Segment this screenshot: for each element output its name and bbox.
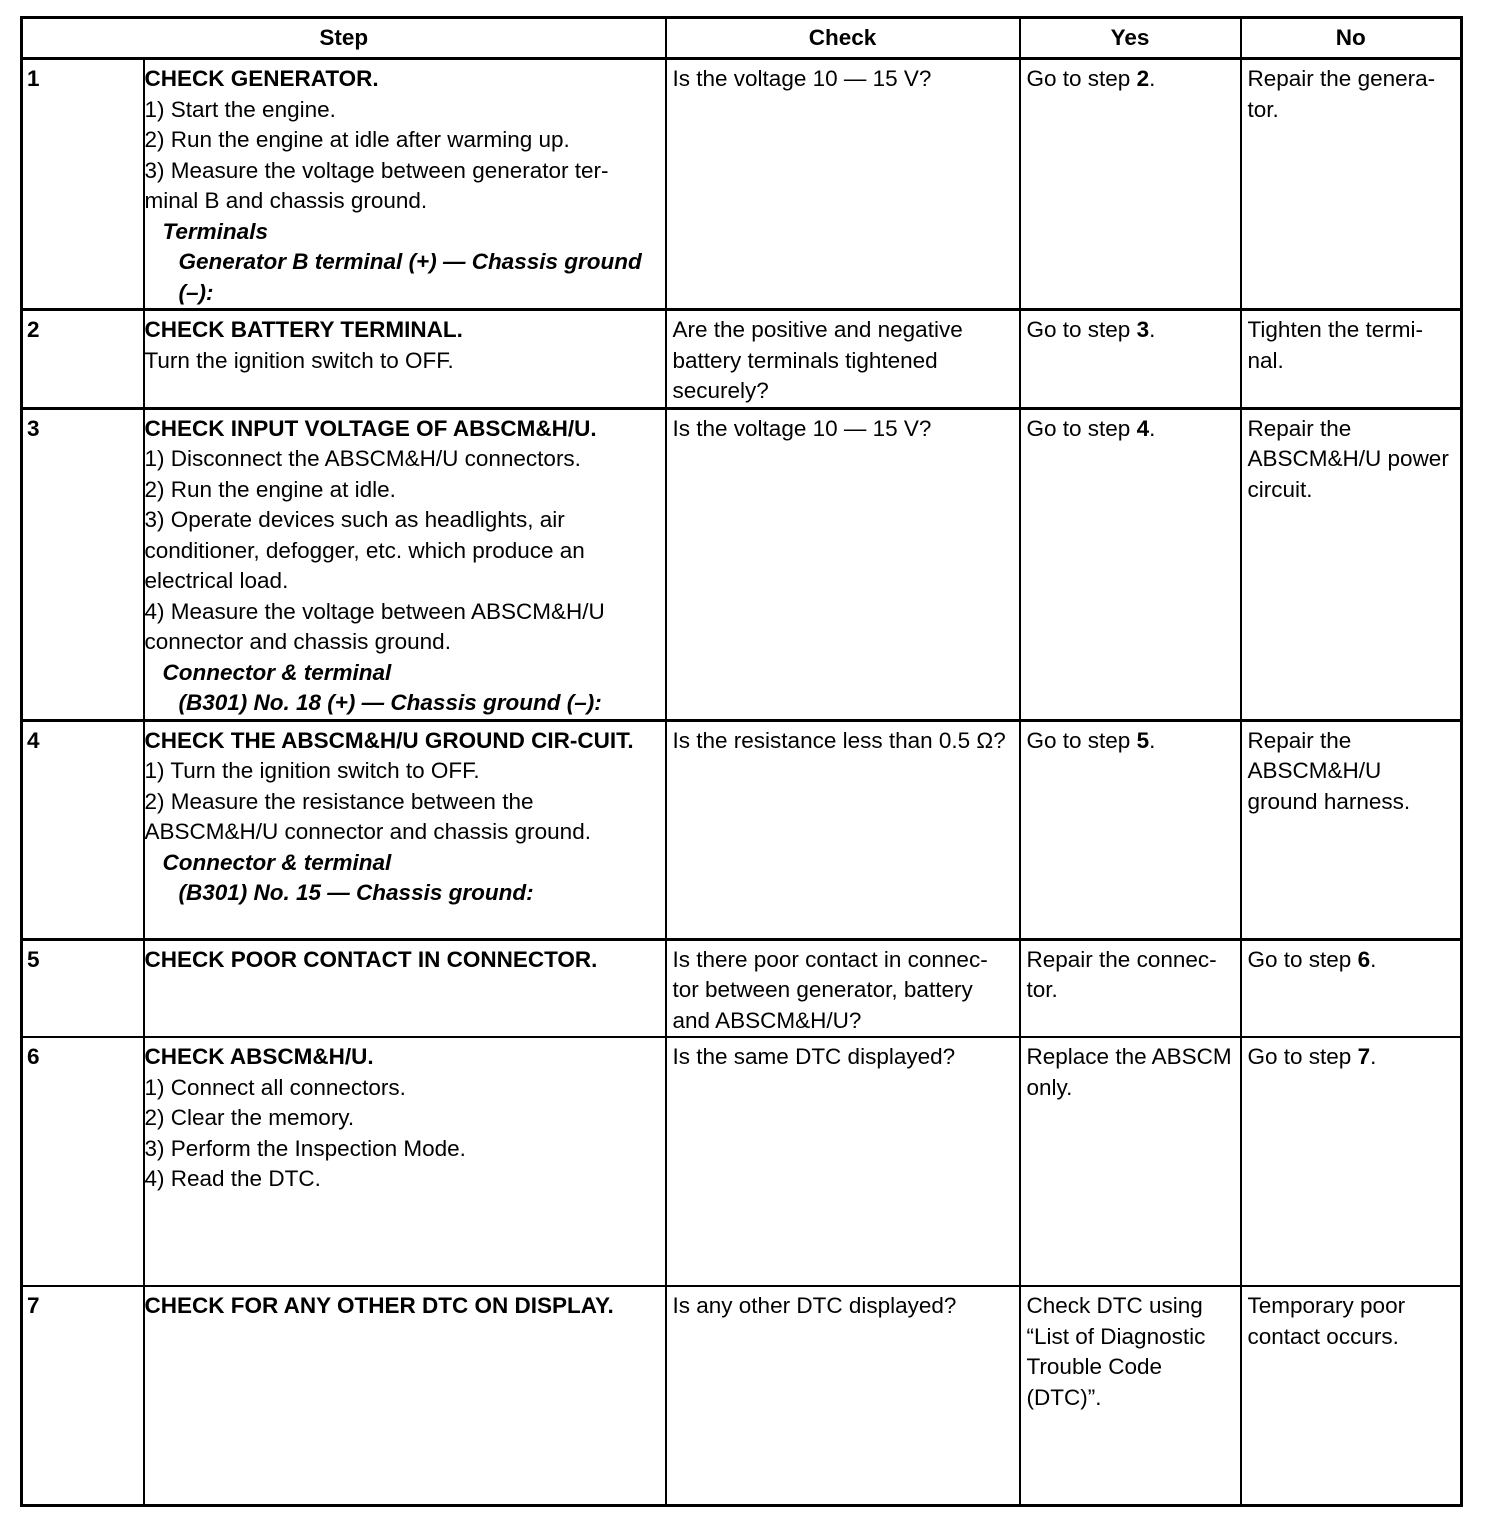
yes-step-ref: 3 (1136, 317, 1150, 342)
step-line: 3) Measure the voltage between generator ter-minal B and chassis ground. (144, 157, 609, 213)
yes-text: Replace the ABSCM only. (1026, 1044, 1232, 1100)
yes-step-ref: 4 (1136, 415, 1150, 441)
step-line: 2) Run the engine at idle. (144, 476, 396, 502)
no-cell (1241, 939, 1462, 1037)
check-cell: Is the voltage 10 — 15 V? (666, 59, 1020, 310)
spec-detail: Generator B terminal (+) — Chassis ground (–): (178, 249, 642, 305)
yes-cell (1020, 939, 1241, 1037)
check-cell: Is there poor contact in connec-tor between generator, battery and ABSCM&H/U? (666, 939, 1020, 1037)
step-number: 6 (22, 1037, 144, 1286)
spec-detail: (B301) No. 15 — Chassis ground: (178, 880, 534, 905)
no-text: Go to step (1247, 946, 1358, 972)
step-line: 1) Turn the ignition switch to OFF. (144, 758, 480, 783)
step-line: Turn the ignition switch to OFF. (144, 347, 454, 373)
no-text: Repair the ABSCM&H/U power circuit. (1247, 415, 1449, 502)
step-line: 1) Connect all connectors. (144, 1074, 406, 1100)
yes-text: Repair the connec-tor. (1026, 946, 1217, 1002)
step-title: CHECK INPUT VOLTAGE OF ABSCM&H/U. (144, 415, 597, 441)
yes-cell (1020, 59, 1241, 310)
step-title: CHECK FOR ANY OTHER DTC ON DISPLAY. (144, 1293, 614, 1318)
step-number: 2 (22, 310, 144, 409)
yes-text-end: . (1149, 317, 1156, 342)
yes-cell (1020, 310, 1241, 409)
no-cell (1241, 720, 1462, 939)
spec-label: Terminals (162, 218, 268, 244)
no-cell (1241, 408, 1462, 720)
step-title: CHECK BATTERY TERMINAL. (144, 317, 463, 342)
step-description (144, 1286, 666, 1505)
step-line: 2) Clear the memory. (144, 1105, 355, 1130)
table-row (22, 310, 1462, 409)
check-cell: Is the same DTC displayed? (666, 1037, 1020, 1286)
yes-cell (1020, 408, 1241, 720)
yes-text: Go to step (1026, 317, 1137, 342)
check-cell: Is any other DTC displayed? (666, 1286, 1020, 1505)
yes-step-ref: 5 (1136, 727, 1150, 753)
table-row (22, 1037, 1462, 1286)
step-number: 4 (22, 720, 144, 939)
yes-text-end: . (1149, 66, 1156, 91)
step-line: 3) Perform the Inspection Mode. (144, 1135, 466, 1161)
table-row (22, 1286, 1462, 1505)
no-text: Go to step (1247, 1044, 1358, 1069)
step-description (144, 408, 666, 720)
header-row (22, 18, 1462, 59)
step-line: 4) Measure the voltage between ABSCM&H/U connector and chassis ground. (144, 598, 605, 654)
step-number: 1 (22, 59, 144, 310)
yes-cell (1020, 1037, 1241, 1286)
table-row (22, 939, 1462, 1037)
step-title: CHECK THE ABSCM&H/U GROUND CIR-CUIT. (144, 727, 634, 753)
yes-text: Check DTC using “List of Diagnostic Trouble Code (DTC)”. (1026, 1293, 1206, 1410)
table-row (22, 59, 1462, 310)
table-row (22, 720, 1462, 939)
spec-label: Connector & terminal (162, 659, 392, 685)
yes-text-end: . (1149, 727, 1156, 753)
step-number: 5 (22, 939, 144, 1037)
diagnostic-table (20, 16, 1463, 1507)
no-step-ref: 7 (1357, 1044, 1371, 1069)
step-description (144, 720, 666, 939)
no-text-end: . (1370, 1044, 1377, 1069)
yes-step-ref: 2 (1136, 66, 1150, 91)
spec-label: Connector & terminal (162, 849, 392, 875)
no-cell (1241, 1037, 1462, 1286)
header-yes: Yes (1020, 18, 1241, 59)
step-number: 7 (22, 1286, 144, 1505)
yes-text: Go to step (1026, 727, 1137, 753)
step-line: 1) Start the engine. (144, 96, 336, 122)
step-line: 2) Run the engine at idle after warming up. (144, 127, 570, 152)
check-cell: Is the voltage 10 — 15 V? (666, 408, 1020, 720)
no-text: Repair the genera-tor. (1247, 66, 1436, 122)
step-description (144, 1037, 666, 1286)
no-step-ref: 6 (1357, 946, 1371, 972)
no-text-end: . (1370, 946, 1377, 972)
yes-cell (1020, 720, 1241, 939)
step-line: 4) Read the DTC. (144, 1166, 321, 1191)
header-step: Step (22, 18, 666, 59)
no-cell (1241, 59, 1462, 310)
spec-detail: (B301) No. 18 (+) — Chassis ground (–): (178, 690, 602, 715)
step-title: CHECK POOR CONTACT IN CONNECTOR. (144, 946, 598, 972)
step-title: CHECK GENERATOR. (144, 66, 379, 91)
yes-text: Go to step (1026, 415, 1137, 441)
header-check: Check (666, 18, 1020, 59)
no-cell (1241, 310, 1462, 409)
table-row (22, 408, 1462, 720)
yes-text: Go to step (1026, 66, 1137, 91)
step-line: 1) Disconnect the ABSCM&H/U connectors. (144, 446, 581, 471)
no-text: Repair the ABSCM&H/U ground harness. (1247, 727, 1411, 814)
step-description (144, 59, 666, 310)
step-description (144, 310, 666, 409)
step-number: 3 (22, 408, 144, 720)
step-line: 3) Operate devices such as headlights, air conditioner, defogger, etc. which produce an electrical load. (144, 507, 585, 593)
step-description (144, 939, 666, 1037)
no-text: Temporary poor contact occurs. (1247, 1293, 1406, 1349)
step-title: CHECK ABSCM&H/U. (144, 1044, 374, 1069)
yes-cell (1020, 1286, 1241, 1505)
header-no: No (1241, 18, 1462, 59)
yes-text-end: . (1149, 415, 1156, 441)
step-line: 2) Measure the resistance between the ABSCM&H/U connector and chassis ground. (144, 788, 591, 844)
check-cell: Are the positive and negative battery terminals tightened securely? (666, 310, 1020, 409)
no-text: Tighten the termi-nal. (1247, 317, 1424, 373)
check-cell: Is the resistance less than 0.5 Ω? (666, 720, 1020, 939)
no-cell (1241, 1286, 1462, 1505)
